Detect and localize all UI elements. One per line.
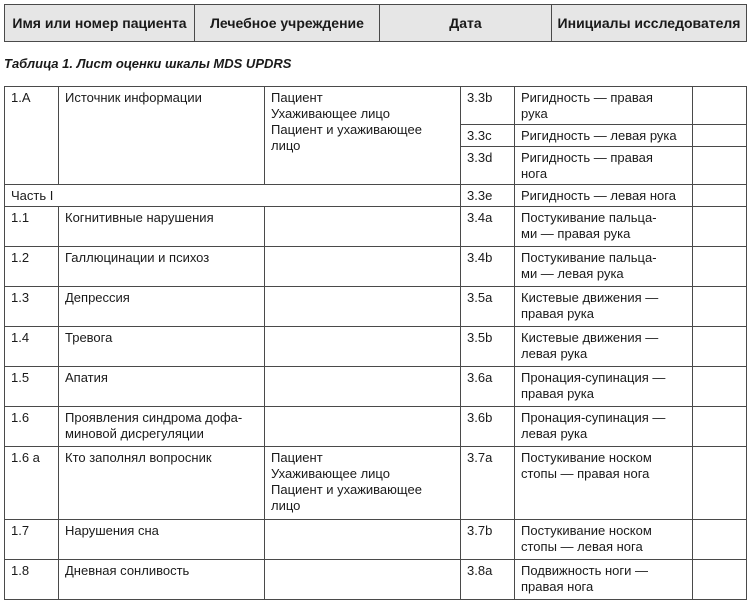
score-cell[interactable] (693, 327, 747, 367)
header-row (5, 5, 747, 42)
item-label (59, 287, 265, 327)
item-code: 3.3c (461, 125, 515, 147)
item-label (515, 247, 693, 287)
item-code: 3.5b (461, 327, 515, 367)
item-label-line: Постукивание пальца- (521, 210, 657, 225)
item-code: 3.3d (461, 147, 515, 185)
item-code: 3.3e (461, 185, 515, 207)
score-cell[interactable] (693, 520, 747, 560)
item-label (515, 447, 693, 520)
item-label (515, 125, 693, 147)
table-row (5, 367, 747, 407)
scoring-table (4, 86, 747, 600)
item-label (515, 185, 693, 207)
score-cell[interactable] (693, 287, 747, 327)
score-cell[interactable] (265, 207, 461, 247)
score-cell[interactable] (693, 247, 747, 287)
header-initials: Инициалы исследователя (552, 5, 747, 42)
item-label (59, 560, 265, 600)
item-code: 3.4b (461, 247, 515, 287)
item-code: 1.2 (5, 247, 59, 287)
source-options (265, 87, 461, 185)
table-row (5, 185, 747, 207)
item-code: 3.3b (461, 87, 515, 125)
item-code: 3.8a (461, 560, 515, 600)
score-cell[interactable] (693, 185, 747, 207)
score-cell[interactable] (693, 407, 747, 447)
score-cell[interactable] (693, 87, 747, 125)
table-row (5, 447, 747, 520)
item-label-line: стопы — правая нога (521, 466, 650, 481)
item-code: 1.4 (5, 327, 59, 367)
score-cell[interactable] (693, 207, 747, 247)
respondent-option: Пациент и ухаживающее (271, 482, 422, 497)
table-row (5, 520, 747, 560)
item-label (59, 247, 265, 287)
item-label-line: Ригидность — левая нога (521, 188, 676, 203)
item-label-line: правая рука (521, 386, 594, 401)
item-code: 1.8 (5, 560, 59, 600)
item-label-line: Постукивание пальца- (521, 250, 657, 265)
score-cell[interactable] (693, 447, 747, 520)
item-label-line: миновой дисрегуляции (65, 426, 204, 441)
item-label (59, 327, 265, 367)
item-code: 3.7b (461, 520, 515, 560)
item-label (515, 87, 693, 125)
item-label-line: Галлюцинации и психоз (65, 250, 210, 265)
score-cell[interactable] (265, 247, 461, 287)
item-label (59, 447, 265, 520)
table-row (5, 287, 747, 327)
item-label-line: Дневная сонливость (65, 563, 190, 578)
item-label-line: Депрессия (65, 290, 130, 305)
item-label (515, 407, 693, 447)
score-cell[interactable] (265, 520, 461, 560)
item-code: 1.6 а (5, 447, 59, 520)
item-label-line: рука (521, 106, 548, 121)
item-code: 1.1 (5, 207, 59, 247)
table-row (5, 560, 747, 600)
table-row (5, 87, 747, 125)
table-row (5, 327, 747, 367)
item-label-line: Постукивание носком (521, 450, 652, 465)
score-cell[interactable] (693, 367, 747, 407)
header-patient: Имя или номер пациента (5, 5, 195, 42)
item-label (59, 407, 265, 447)
header-table (4, 4, 747, 42)
item-label-line: Кто заполнял вопросник (65, 450, 212, 465)
item-label-line: Апатия (65, 370, 108, 385)
item-label-line: Пронация-супинация — (521, 410, 666, 425)
item-label (515, 327, 693, 367)
item-code: 1.6 (5, 407, 59, 447)
item-code: 3.6a (461, 367, 515, 407)
item-label (515, 287, 693, 327)
table-caption: Таблица 1. Лист оценки шкалы MDS UPDRS (4, 56, 292, 71)
item-label-line: Кистевые движения — (521, 330, 659, 345)
item-code: 1.5 (5, 367, 59, 407)
source-option: Пациент и ухаживающее (271, 122, 422, 137)
part-label: Часть I (5, 185, 461, 207)
item-label-line: правая рука (521, 306, 594, 321)
header-date: Дата (380, 5, 552, 42)
item-label-line: нога (521, 166, 548, 181)
item-label-line: ми — правая рука (521, 226, 631, 241)
header-institution: Лечебное учреждение (195, 5, 380, 42)
score-cell[interactable] (265, 407, 461, 447)
item-label-line: Когнитивные нарушения (65, 210, 214, 225)
item-code: 3.6b (461, 407, 515, 447)
score-cell[interactable] (265, 327, 461, 367)
score-cell[interactable] (265, 560, 461, 600)
source-code: 1.A (5, 87, 59, 185)
item-label (515, 367, 693, 407)
source-option: Ухаживающее лицо (271, 106, 390, 121)
score-cell[interactable] (693, 125, 747, 147)
source-label: Источник информации (59, 87, 265, 185)
item-label-line: Кистевые движения — (521, 290, 659, 305)
item-code: 3.4a (461, 207, 515, 247)
item-label (515, 520, 693, 560)
respondent-options (265, 447, 461, 520)
source-option: Пациент (271, 90, 323, 105)
item-label (515, 147, 693, 185)
item-label-line: Пронация-супинация — (521, 370, 666, 385)
item-code: 3.5a (461, 287, 515, 327)
item-label-line: Ригидность — правая (521, 150, 653, 165)
respondent-option: лицо (271, 498, 301, 513)
score-cell[interactable] (693, 560, 747, 600)
respondent-option: Пациент (271, 450, 323, 465)
respondent-option: Ухаживающее лицо (271, 466, 390, 481)
table-row (5, 207, 747, 247)
item-label-line: Подвижность ноги — (521, 563, 649, 578)
score-cell[interactable] (265, 287, 461, 327)
item-label (59, 207, 265, 247)
item-label-line: левая рука (521, 426, 588, 441)
item-label-line: Тревога (65, 330, 113, 345)
table-row (5, 247, 747, 287)
item-code: 1.7 (5, 520, 59, 560)
item-code: 3.7a (461, 447, 515, 520)
item-label-line: стопы — левая нога (521, 539, 643, 554)
item-label-line: Проявления синдрома дофа- (65, 410, 243, 425)
item-label (515, 207, 693, 247)
source-option: лицо (271, 138, 301, 153)
score-cell[interactable] (265, 367, 461, 407)
item-label-line: правая нога (521, 579, 594, 594)
table-row (5, 407, 747, 447)
score-cell[interactable] (693, 147, 747, 185)
item-label-line: ми — левая рука (521, 266, 624, 281)
item-label-line: Постукивание носком (521, 523, 652, 538)
item-label-line: левая рука (521, 346, 588, 361)
item-label-line: Ригидность — правая (521, 90, 653, 105)
item-label (515, 560, 693, 600)
item-code: 1.3 (5, 287, 59, 327)
item-label (59, 367, 265, 407)
item-label (59, 520, 265, 560)
item-label-line: Ригидность — левая рука (521, 128, 677, 143)
item-label-line: Нарушения сна (65, 523, 159, 538)
